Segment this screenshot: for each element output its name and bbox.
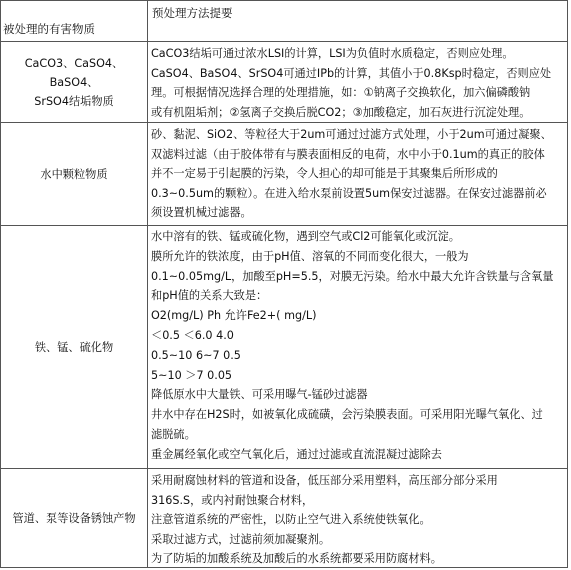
method-text-line: 理。可根据情况选择合理的处理措施，如：①钠离子交换软化，加六偏磷酸钠 (151, 86, 531, 99)
method-cell (148, 42, 567, 122)
method-text-line: 采用耐腐蚀材料的管道和设备，低压部分采用塑料，高压部分部分采用 (151, 474, 498, 487)
substance-cell (1, 123, 148, 225)
substance-label: CaCO3、CaSO4、BaSO4、 (24, 56, 124, 89)
method-text-line: 井水中存在H2S时，如被氧化成硫磺，会污染膜表面。可采用阳光曝气氧化、过 (151, 408, 543, 422)
table-row (1, 469, 567, 568)
method-text-line: 降低原水中大量铁、可采用曝气-锰砂过滤器 (151, 388, 368, 402)
method-text-line: CaCO3结垢可通过浓水LSI的计算，LSI为负值时水质稳定，否则应处理。 (151, 47, 514, 60)
substance-cell (1, 469, 148, 568)
header-label-substance: 被处理的有害物质 (3, 22, 95, 36)
method-text-line: 并不一定易于引起膜的污染，令人担心的却可能是于其聚集后所形成的 (151, 167, 498, 180)
method-text-line: 双滤料过滤（由于胶体带有与膜表面相反的电荷，水中小于0.1um的真正的胶体 (151, 147, 545, 161)
method-text-line: 注意管道系统的严密性，以防止空气进入系统使铁氧化。 (151, 513, 431, 526)
method-text-line: ＜0.5 ＜6.0 4.0 (151, 328, 234, 342)
method-text-line: O2(mg/L) Ph 允许Fe2+( mg/L) (151, 309, 317, 323)
method-text-line: 膜所允许的铁浓度，由于pH值、溶氧的不同而变化很大，一般为 (151, 249, 469, 263)
header-label-method: 预处理方法提要 (152, 6, 233, 20)
method-text-line: CaSO4、BaSO4、SrSO4可通过IPb的计算，其值小于0.8Ksp时稳定，否则应处 (151, 66, 552, 80)
method-text-line: 为了防垢的加酸系统及加酸后的水系统都要采用防腐材料。 (151, 552, 442, 565)
method-text-line: 0.1~0.05mg/L，加酸至pH=5.5，对膜无污染。给水中最大允许含铁量与含氧量 (151, 269, 554, 283)
method-text-line: 0.3~0.5um的颗粒）。在进入给水泵前设置5um保安过滤器。在保安过滤器前必 (151, 186, 547, 200)
method-text-line: 和pH值的关系大致是： (151, 289, 268, 303)
method-text-line: 须设置机械过滤器。 (151, 206, 252, 219)
method-text-line: 或有机阻垢剂；②氢离子交换后脱CO2；③加酸稳定，加石灰进行沉淀处理。 (151, 105, 531, 119)
method-text-line: 水中溶有的铁、锰或硫化物，遇到空气或Cl2可能氧化或沉淀。 (151, 230, 460, 243)
method-text-line: 滤脱硫。 (151, 427, 196, 441)
substance-label: 铁、锰、硫化物 (34, 340, 114, 354)
method-text-line: 采取过滤方式，过滤前须加凝聚剂。 (151, 532, 331, 546)
method-text-line: 5~10 ＞7 0.05 (151, 368, 233, 382)
substance-cell (1, 42, 148, 122)
method-cell (148, 123, 567, 225)
header-cell-substance (1, 1, 148, 41)
method-cell (148, 226, 567, 468)
method-text-line: 0.5~10 6~7 0.5 (151, 348, 241, 362)
table-header-row (1, 1, 567, 42)
method-text-line: 重金属经氧化或空气氧化后，通过过滤或直流混凝过滤除去 (151, 447, 442, 461)
substance-cell (1, 226, 148, 468)
substance-label: 管道、泵等设备锈蚀产物 (12, 512, 136, 525)
substance-label: SrSO4结垢物质 (34, 94, 114, 108)
table-row (1, 42, 567, 123)
table-row (1, 226, 567, 469)
table-row (1, 123, 567, 226)
method-text-line: 砂、黏泥、SiO2、等粒径大于2um可通过过滤方式处理，小于2um可通过凝聚、 (151, 128, 552, 141)
method-text-line: 316S.S，或内衬耐蚀聚合材料， (151, 493, 314, 507)
method-cell (148, 469, 567, 568)
header-cell-method (148, 1, 567, 41)
substance-label: 水中颗粒物质 (40, 167, 108, 181)
